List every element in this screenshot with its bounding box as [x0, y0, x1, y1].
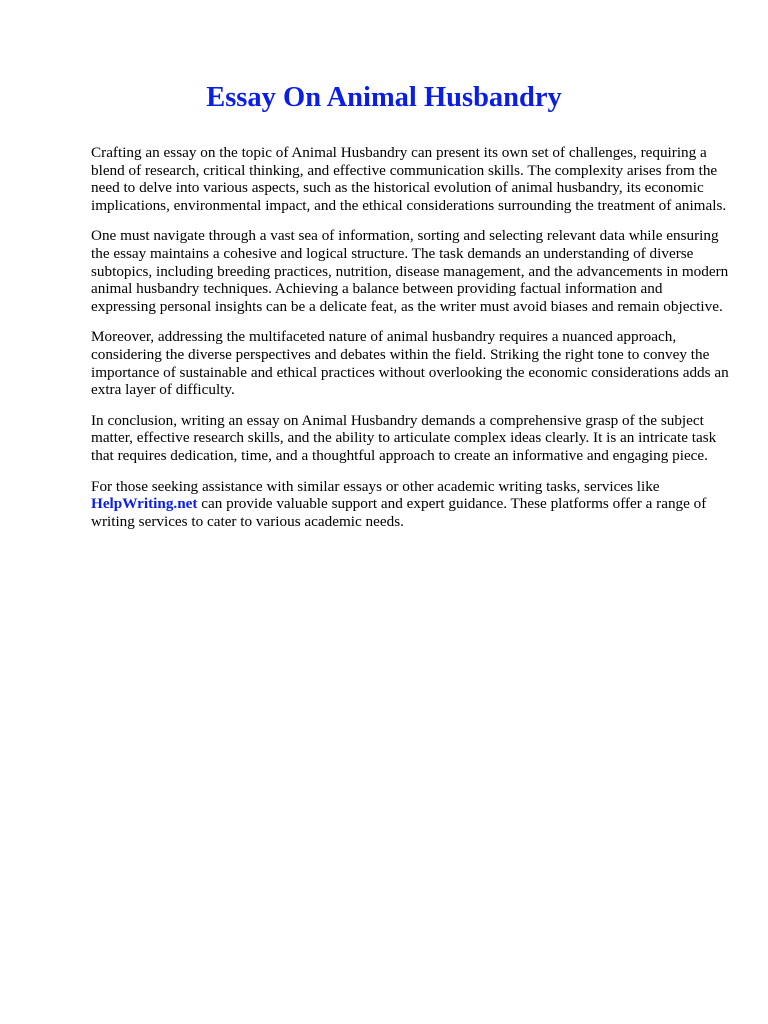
paragraph-5-outro: can provide valuable support and expert guidance. These platforms offer a range of writing services to cater to various academic needs. [91, 495, 707, 530]
helpwriting-link[interactable]: HelpWriting.net [91, 495, 198, 513]
paragraph-5 [91, 478, 731, 531]
page-title: Essay On Animal Husbandry [206, 82, 562, 113]
paragraph-3: Moreover, addressing the multifaceted nature of animal husbandry requires a nuanced approach, considering the diverse perspectives and debates within the field. Striking the right tone to convey the importance of sustainable and ethical practices without overlooking the economic considerations adds an extra layer of difficulty. [91, 328, 729, 399]
paragraph-4: In conclusion, writing an essay on Animal Husbandry demands a comprehensive grasp of the subject matter, effective research skills, and the ability to articulate complex ideas clearly. It is an intricate task that requires dedication, time, and a thoughtful approach to create an informative and engaging piece. [91, 411, 717, 464]
paragraph-2: One must navigate through a vast sea of information, sorting and selecting relevant data while ensuring the essay maintains a cohesive and logical structure. The task demands an understanding of diverse subtopics, including breeding practices, nutrition, disease management, and the advancements in modern animal husbandry techniques. Achieving a balance between providing factual information and expressing personal insights can be a delicate feat, as the writer must avoid biases and remain objective. [91, 227, 729, 315]
paragraph-5-intro: For those seeking assistance with similar essays or other academic writing tasks, services like [91, 477, 660, 495]
essay-body [91, 144, 731, 543]
paragraph-1: Crafting an essay on the topic of Animal Husbandry can present its own set of challenges, requiring a blend of research, critical thinking, and effective communication skills. The complexity arises from the need to delve into various aspects, such as the historical evolution of animal husbandry, its economic implications, environmental impact, and the ethical considerations surrounding the treatment of animals. [91, 144, 727, 214]
